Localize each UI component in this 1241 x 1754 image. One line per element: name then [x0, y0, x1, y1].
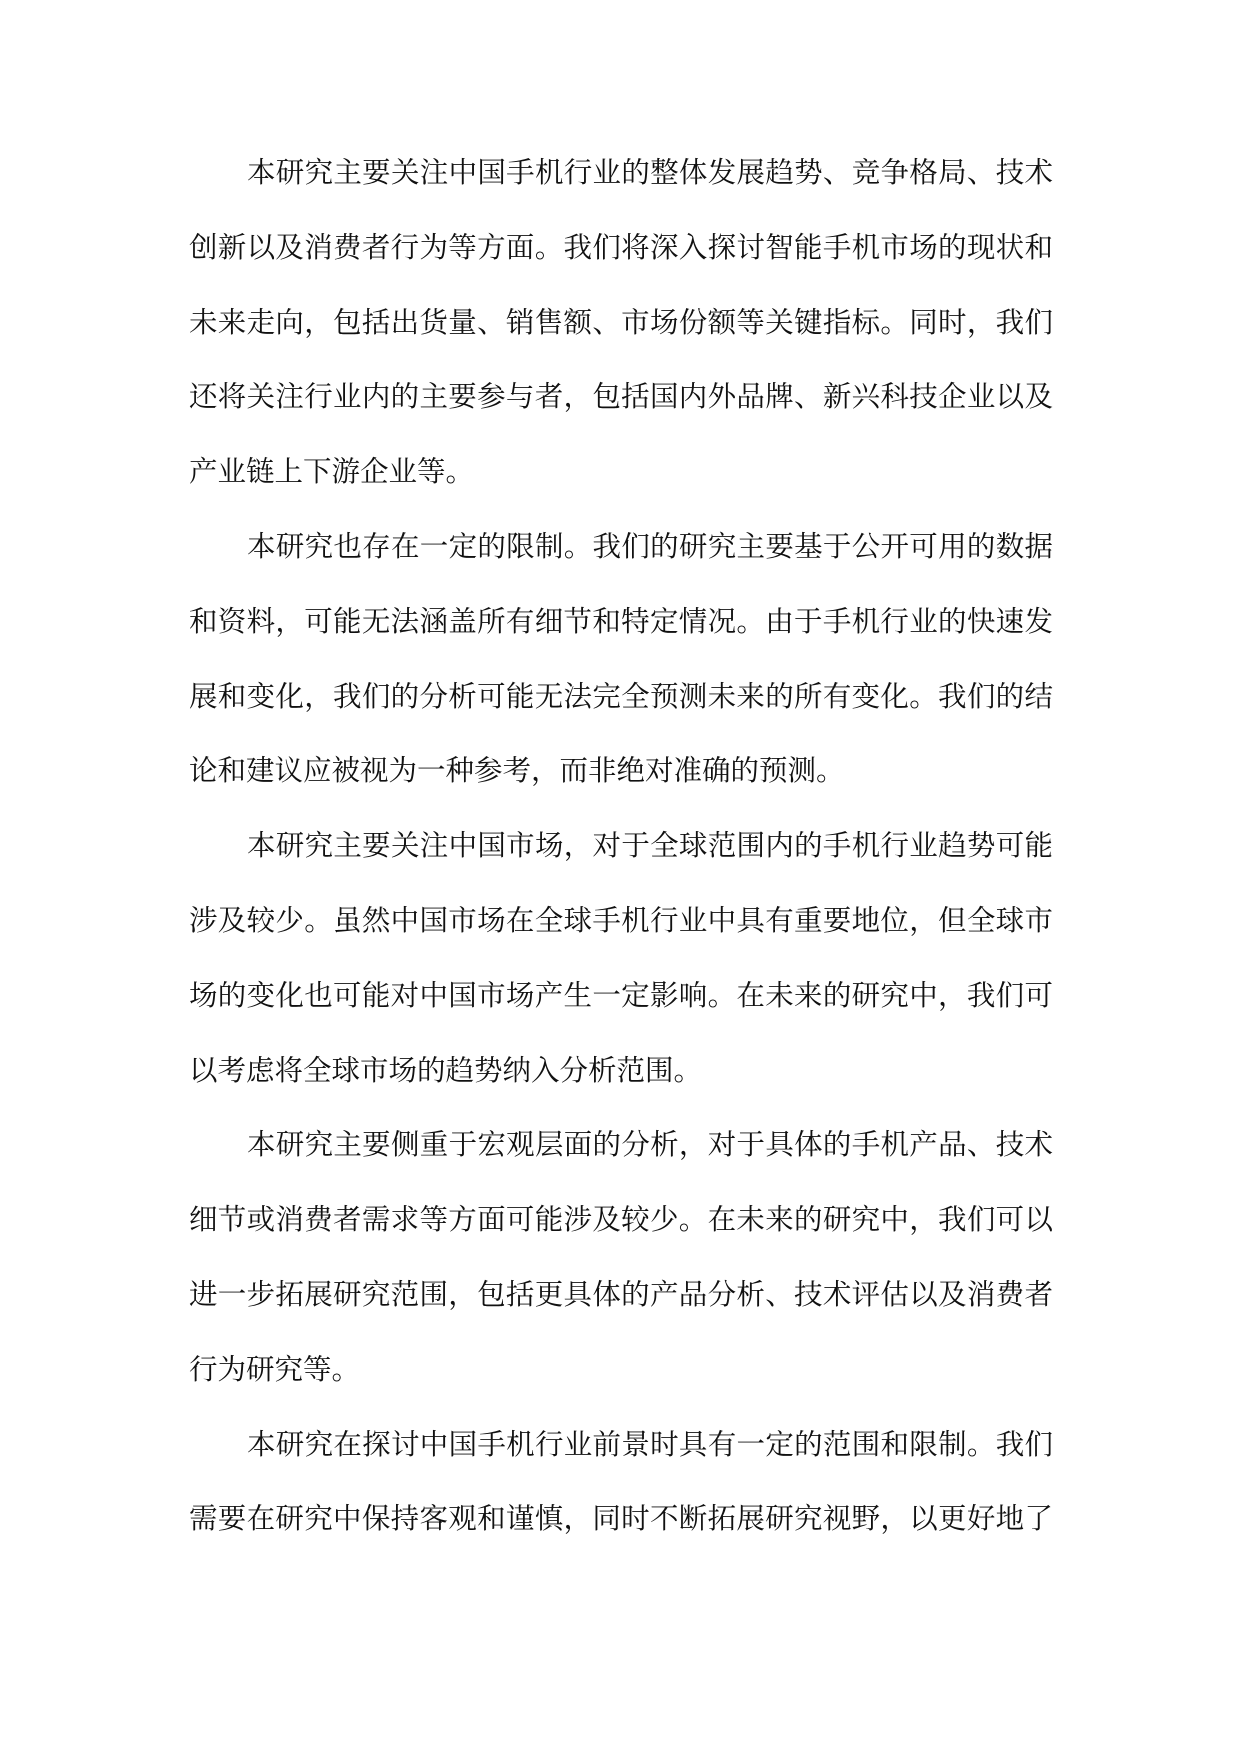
text-line: 和资料，可能无法涵盖所有细节和特定情况。由于手机行业的快速发: [189, 604, 1053, 638]
text-line: 场的变化也可能对中国市场产生一定影响。在未来的研究中，我们可: [189, 978, 1053, 1012]
text-line: 以考虑将全球市场的趋势纳入分析范围。: [189, 1053, 703, 1087]
text-line: 创新以及消费者行为等方面。我们将深入探讨智能手机市场的现状和: [189, 230, 1053, 264]
document-body: [189, 136, 1053, 1557]
paragraph-macro-analysis: [189, 1108, 1053, 1407]
paragraph-conclusion: [189, 1408, 1053, 1558]
text-line: 本研究也存在一定的限制。我们的研究主要基于公开可用的数据: [247, 529, 1053, 563]
paragraph-limitations: [189, 510, 1053, 809]
text-line: 本研究主要关注中国手机行业的整体发展趋势、竞争格局、技术: [247, 156, 1053, 189]
text-line: 进一步拓展研究范围，包括更具体的产品分析、技术评估以及消费者: [189, 1277, 1053, 1311]
text-line: 本研究在探讨中国手机行业前景时具有一定的范围和限制。我们: [247, 1427, 1053, 1461]
text-line: 需要在研究中保持客观和谨慎，同时不断拓展研究视野，以更好地了: [189, 1502, 1053, 1536]
text-line: 产业链上下游企业等。: [189, 455, 475, 489]
text-line: 行为研究等。: [189, 1352, 361, 1386]
text-line: 未来走向，包括出货量、销售额、市场份额等关键指标。同时，我们: [189, 305, 1053, 339]
text-line: 细节或消费者需求等方面可能涉及较少。在未来的研究中，我们可以: [189, 1203, 1053, 1237]
text-line: 涉及较少。虽然中国市场在全球手机行业中具有重要地位，但全球市: [189, 903, 1053, 937]
text-line: 还将关注行业内的主要参与者，包括国内外品牌、新兴科技企业以及: [189, 380, 1053, 414]
text-line: 论和建议应被视为一种参考，而非绝对准确的预测。: [189, 754, 845, 788]
text-line: 本研究主要关注中国市场，对于全球范围内的手机行业趋势可能: [247, 829, 1053, 863]
paragraph-scope: [189, 136, 1053, 510]
text-line: 展和变化，我们的分析可能无法完全预测未来的所有变化。我们的结: [189, 679, 1053, 713]
paragraph-market-focus: [189, 809, 1053, 1108]
text-line: 本研究主要侧重于宏观层面的分析，对于具体的手机产品、技术: [247, 1128, 1053, 1162]
